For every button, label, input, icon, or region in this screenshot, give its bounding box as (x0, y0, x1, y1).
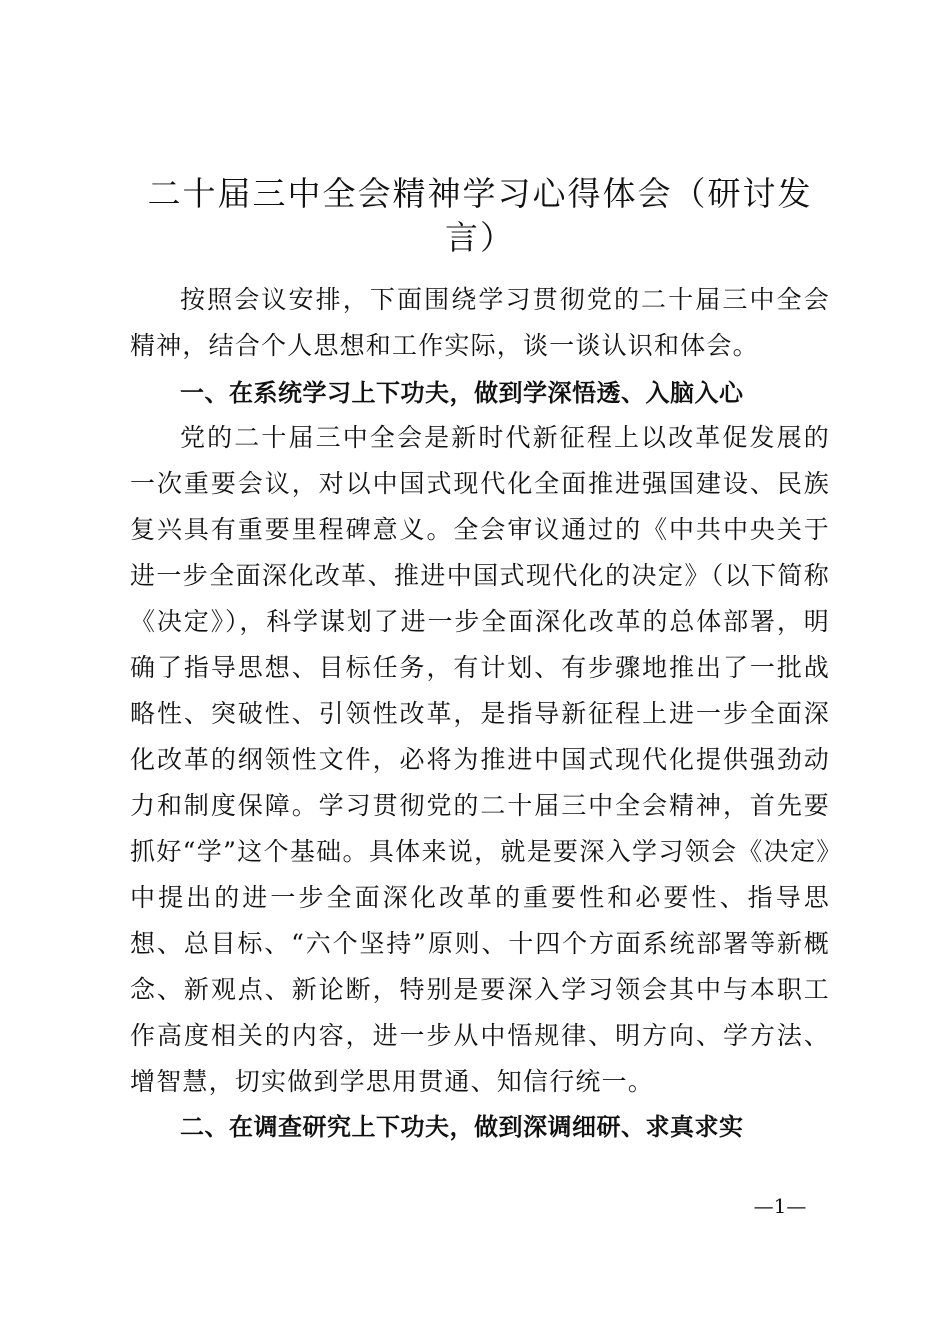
section-1-paragraph: 党的二十届三中全会是新时代新征程上以改革促发展的一次重要会议，对以中国式现代化全面推进强国建设、民族复兴具有重要里程碑意义。全会审议通过的《中共中央关于进一步全面深化改革、推进中国式现代化的决定》（以下简称《决定》），科学谋划了进一步全面深化改革的总体部署，明确了指导思想、目标任务，有计划、有步骤地推出了一批战略性、突破性、引领性改革，是指导新征程上进一步全面深化改革的纲领性文件，必将为推进中国式现代化提供强劲动力和制度保障。学习贯彻党的二十届三中全会精神，首先要抓好“学”这个基础。具体来说，就是要深入学习领会《决定》中提出的进一步全面深化改革的重要性和必要性、指导思想、总目标、“六个坚持”原则、十四个方面系统部署等新概念、新观点、新论断，特别是要深入学习领会其中与本职工作高度相关的内容，进一步从中悟规律、明方向、学方法、增智慧，切实做到学思用贯通、知信行统一。 (130, 423, 830, 1096)
page-number: —1— (753, 1194, 807, 1218)
intro-paragraph: 按照会议安排，下面围绕学习贯彻党的二十届三中全会精神，结合个人思想和工作实际，谈一谈认识和体会。 (130, 285, 830, 360)
section-1-heading: 一、在系统学习上下功夫，做到学深悟透、入脑入心 (180, 379, 744, 407)
document-title: 二十届三中全会精神学习心得体会（研讨发言） (147, 174, 813, 257)
section-2-heading: 二、在调查研究上下功夫，做到深调细研、求真求实 (180, 1113, 744, 1141)
